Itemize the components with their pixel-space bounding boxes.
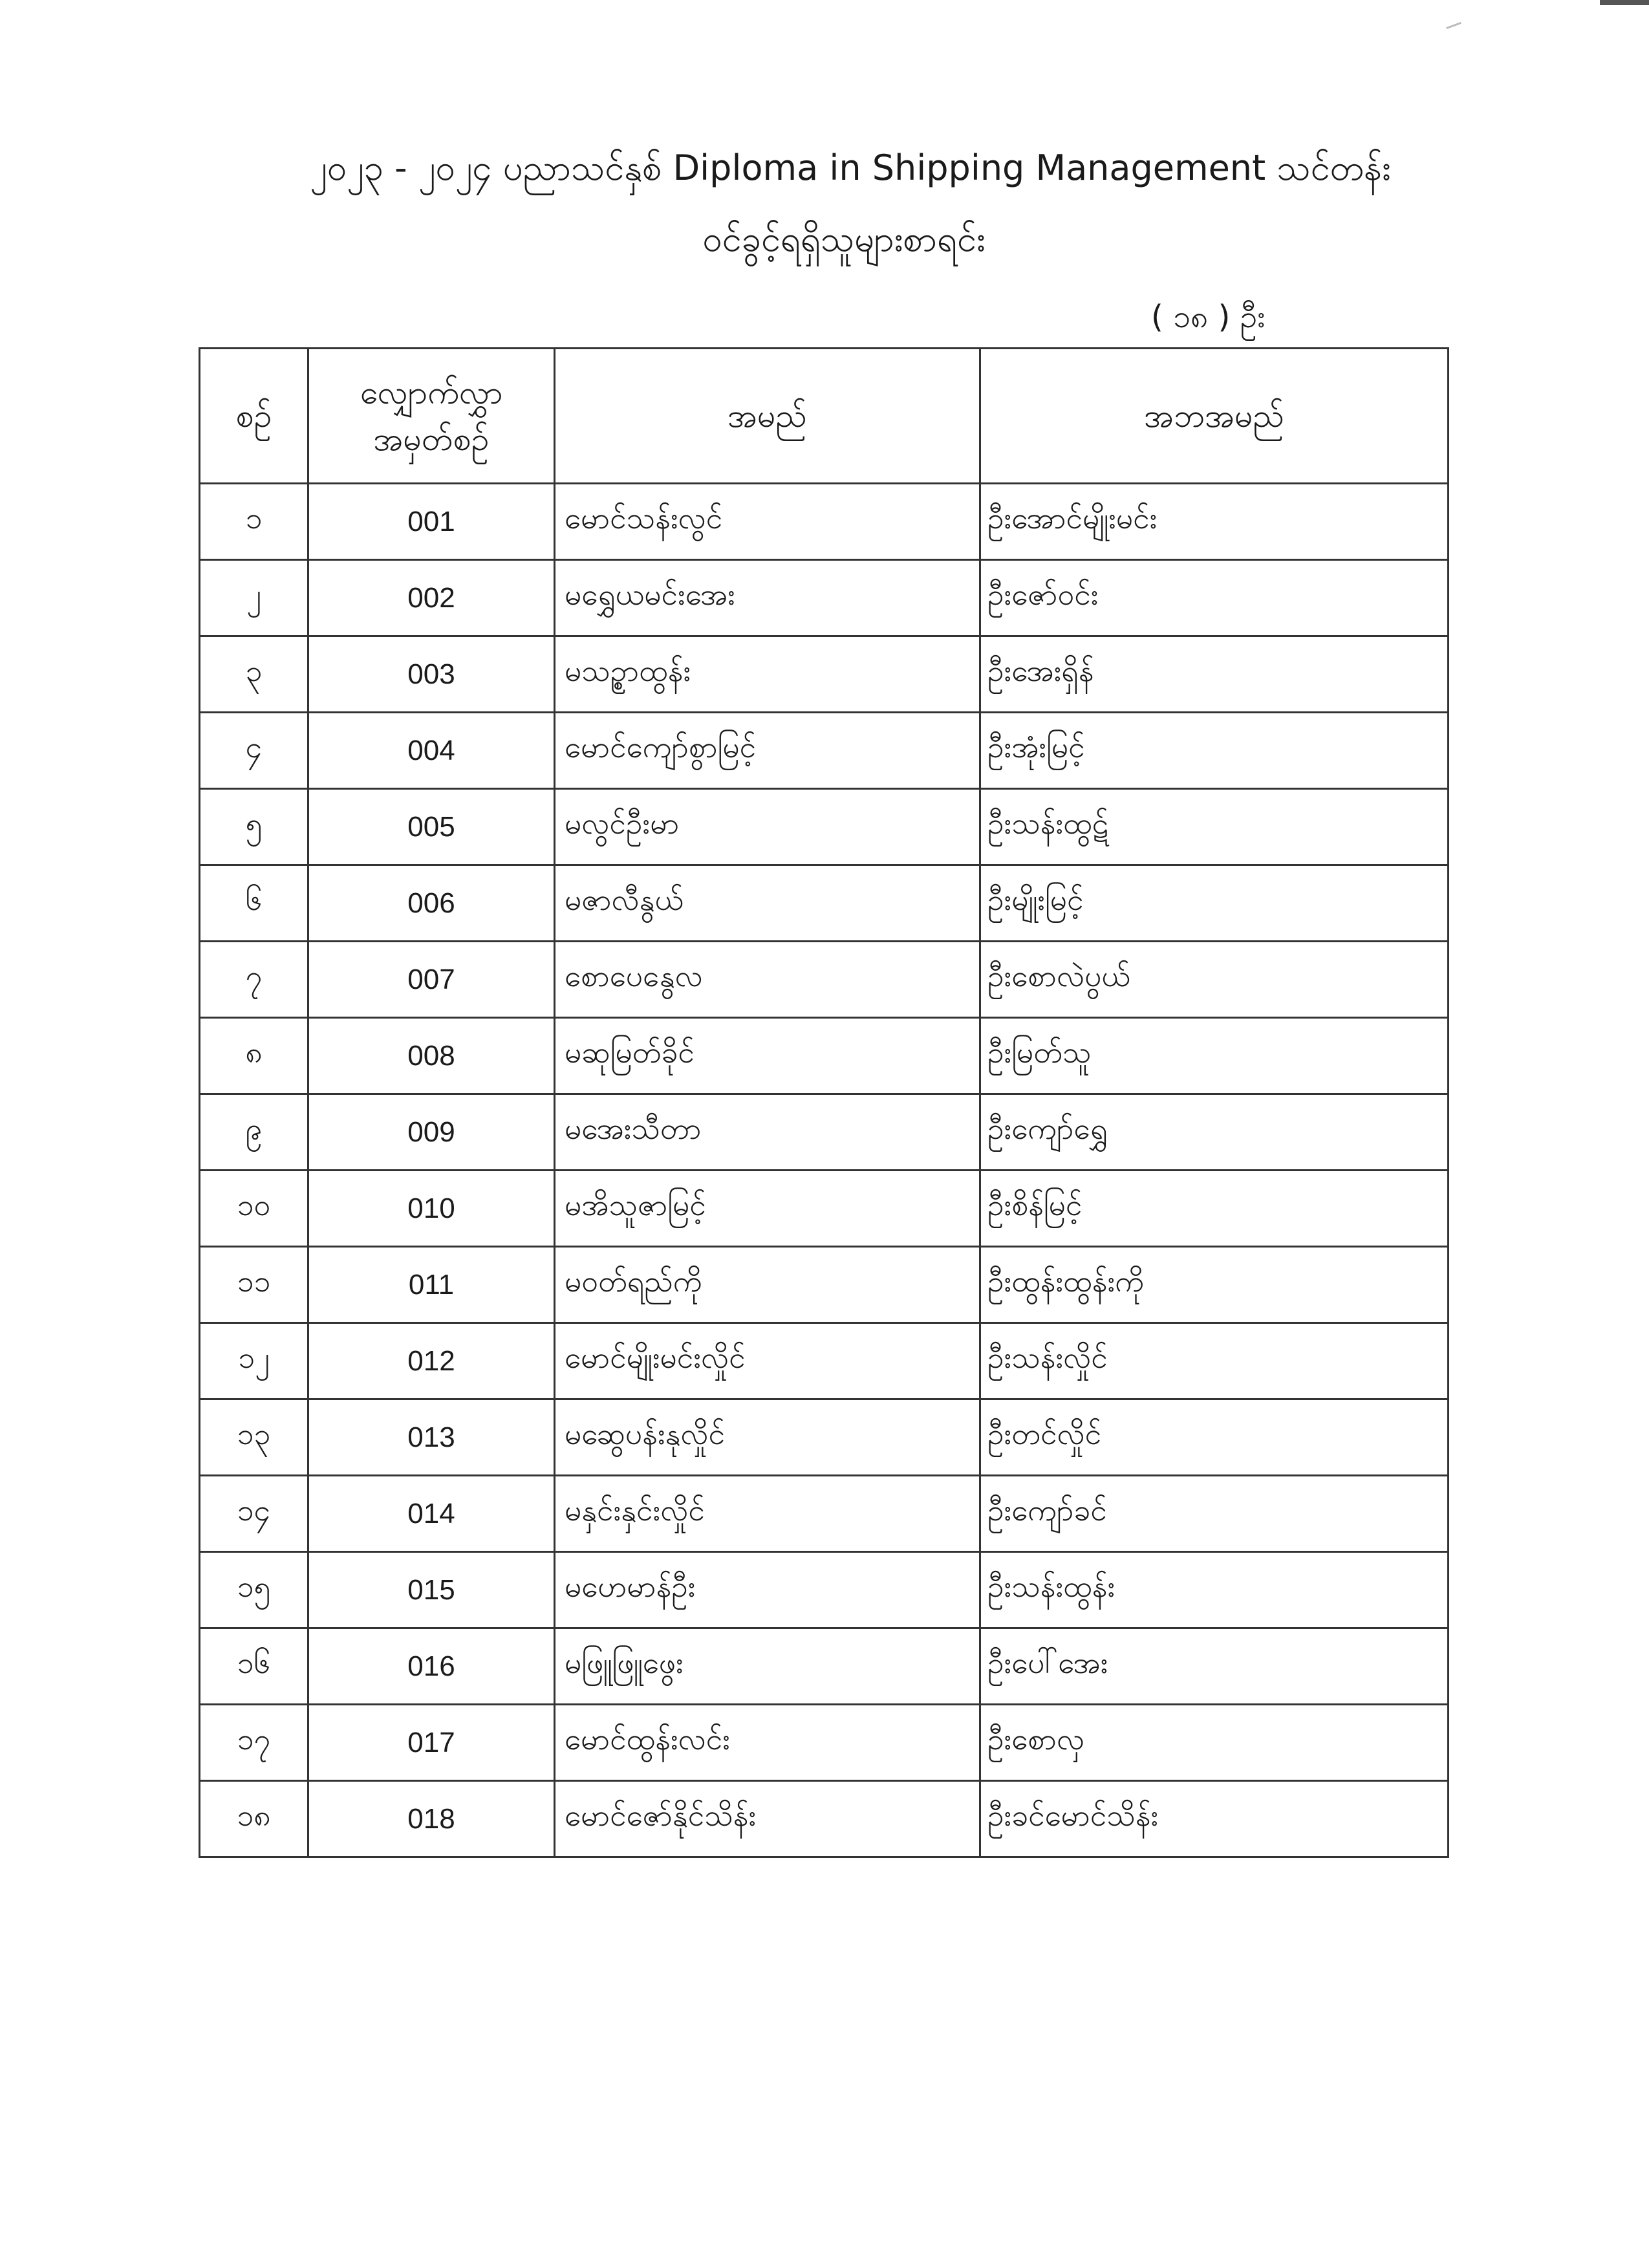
student-name-cell: မောင်မျိုးမင်းလှိုင် <box>555 1323 980 1399</box>
header-name: အမည် <box>555 349 980 484</box>
student-name-cell: မောင်သန်းလွင် <box>555 484 980 560</box>
table-row <box>200 1628 1449 1705</box>
document-subtitle: ဝင်ခွင့်ရရှိသူများစာရင်း <box>702 219 986 259</box>
application-no-cell: 003 <box>308 636 555 713</box>
table-row <box>200 789 1449 865</box>
serial-no-cell: ၈ <box>200 1018 308 1094</box>
serial-no-cell: ၁၃ <box>200 1399 308 1476</box>
student-name-cell: မနှင်းနှင်းလှိုင် <box>555 1476 980 1552</box>
student-name-cell: မဖြူဖြူဖွေး <box>555 1628 980 1705</box>
father-name-cell: ဦးမျိုးမြင့် <box>980 865 1449 942</box>
father-name-cell: ဦးသန်းထွန်း <box>980 1552 1449 1628</box>
father-name-cell: ဦးအုံးမြင့် <box>980 713 1449 789</box>
header-serial-no: စဉ် <box>200 349 308 484</box>
student-name-cell: မလွင်ဦးမာ <box>555 789 980 865</box>
serial-no-cell: ၅ <box>200 789 308 865</box>
serial-no-cell: ၁ <box>200 484 308 560</box>
table-row <box>200 1094 1449 1171</box>
application-no-cell: 014 <box>308 1476 555 1552</box>
table-row <box>200 1476 1449 1552</box>
table-row <box>200 942 1449 1018</box>
header-application-line1: လျှောက်လွှာ <box>360 374 503 411</box>
application-no-cell: 015 <box>308 1552 555 1628</box>
application-no-cell: 010 <box>308 1171 555 1247</box>
student-name-cell: မဆုမြတ်ခိုင် <box>555 1018 980 1094</box>
serial-no-cell: ၃ <box>200 636 308 713</box>
student-name-cell: မဝတ်ရည်ကို <box>555 1247 980 1323</box>
application-no-cell: 002 <box>308 560 555 636</box>
student-name-cell: မဟေမာန်ဦး <box>555 1552 980 1628</box>
serial-no-cell: ၁၁ <box>200 1247 308 1323</box>
scan-speck <box>1446 22 1461 29</box>
student-name-cell: မောင်ထွန်းလင်း <box>555 1705 980 1781</box>
table-row <box>200 865 1449 942</box>
table-row <box>200 560 1449 636</box>
student-name-cell: မဇာလီနွယ် <box>555 865 980 942</box>
application-no-cell: 008 <box>308 1018 555 1094</box>
header-father-name: အဘအမည် <box>980 349 1449 484</box>
father-name-cell: ဦးကျော်ရွှေ <box>980 1094 1449 1171</box>
table-row <box>200 636 1449 713</box>
father-name-cell: ဦးစိန်မြင့် <box>980 1171 1449 1247</box>
student-name-cell: မသဥ္စာထွန်း <box>555 636 980 713</box>
application-no-cell: 011 <box>308 1247 555 1323</box>
serial-no-cell: ၁၀ <box>200 1171 308 1247</box>
application-no-cell: 017 <box>308 1705 555 1781</box>
serial-no-cell: ၁၇ <box>200 1705 308 1781</box>
application-no-cell: 016 <box>308 1628 555 1705</box>
application-no-cell: 018 <box>308 1781 555 1857</box>
header-application-line2: အမှတ်စဉ် <box>373 420 490 458</box>
application-no-cell: 007 <box>308 942 555 1018</box>
father-name-cell: ဦးစောလဲပွယ် <box>980 942 1449 1018</box>
father-name-cell: ဦးစောလှ <box>980 1705 1449 1781</box>
header-application-no <box>308 349 555 484</box>
father-name-cell: ဦးအောင်မျိုးမင်း <box>980 484 1449 560</box>
table-row <box>200 484 1449 560</box>
student-name-cell: စောပေနွေလ <box>555 942 980 1018</box>
serial-no-cell: ၇ <box>200 942 308 1018</box>
serial-no-cell: ၄ <box>200 713 308 789</box>
serial-no-cell: ၂ <box>200 560 308 636</box>
father-name-cell: ဦးပေါ်အေး <box>980 1628 1449 1705</box>
application-no-cell: 005 <box>308 789 555 865</box>
father-name-cell: ဦးမြတ်သူ <box>980 1018 1449 1094</box>
application-no-cell: 004 <box>308 713 555 789</box>
table-row <box>200 1705 1449 1781</box>
table-row <box>200 1552 1449 1628</box>
application-no-cell: 006 <box>308 865 555 942</box>
scan-edge-mark <box>1600 0 1649 5</box>
table-row <box>200 1018 1449 1094</box>
application-no-cell: 012 <box>308 1323 555 1399</box>
serial-no-cell: ၆ <box>200 865 308 942</box>
table-row <box>200 1781 1449 1857</box>
serial-no-cell: ၁၂ <box>200 1323 308 1399</box>
serial-no-cell: ၁၈ <box>200 1781 308 1857</box>
application-no-cell: 001 <box>308 484 555 560</box>
father-name-cell: ဦးကျော်ခင် <box>980 1476 1449 1552</box>
table-row <box>200 1171 1449 1247</box>
serial-no-cell: ၁၄ <box>200 1476 308 1552</box>
student-name-cell: မရွှေယမင်းအေး <box>555 560 980 636</box>
student-name-cell: မအိသူဇာမြင့် <box>555 1171 980 1247</box>
serial-no-cell: ၁၅ <box>200 1552 308 1628</box>
admitted-count: ( ၁၈ ) ဦး <box>1151 299 1266 335</box>
table-header-row <box>200 349 1449 484</box>
table-row <box>200 1247 1449 1323</box>
father-name-cell: ဦးတင်လှိုင် <box>980 1399 1449 1476</box>
student-name-cell: မအေးသီတာ <box>555 1094 980 1171</box>
table-row <box>200 713 1449 789</box>
father-name-cell: ဦးသန်းလှိုင် <box>980 1323 1449 1399</box>
table-row <box>200 1399 1449 1476</box>
father-name-cell: ဦးဇော်ဝင်း <box>980 560 1449 636</box>
student-name-cell: မောင်ကျော်စွာမြင့် <box>555 713 980 789</box>
father-name-cell: ဦးအေးရှိန် <box>980 636 1449 713</box>
application-no-cell: 013 <box>308 1399 555 1476</box>
serial-no-cell: ၉ <box>200 1094 308 1171</box>
student-name-cell: မောင်ဇော်နိုင်သိန်း <box>555 1781 980 1857</box>
document-title: ၂၀၂၃ - ၂၀၂၄ ပညာသင်နှစ် Diploma in Shipping Management သင်တန်း <box>310 147 1391 188</box>
application-no-cell: 009 <box>308 1094 555 1171</box>
father-name-cell: ဦးခင်မောင်သိန်း <box>980 1781 1449 1857</box>
admitted-students-table <box>199 347 1449 1858</box>
father-name-cell: ဦးသန်းထွဋ် <box>980 789 1449 865</box>
serial-no-cell: ၁၆ <box>200 1628 308 1705</box>
student-name-cell: မဆွေပန်းနုလှိုင် <box>555 1399 980 1476</box>
father-name-cell: ဦးထွန်းထွန်းကို <box>980 1247 1449 1323</box>
table-row <box>200 1323 1449 1399</box>
